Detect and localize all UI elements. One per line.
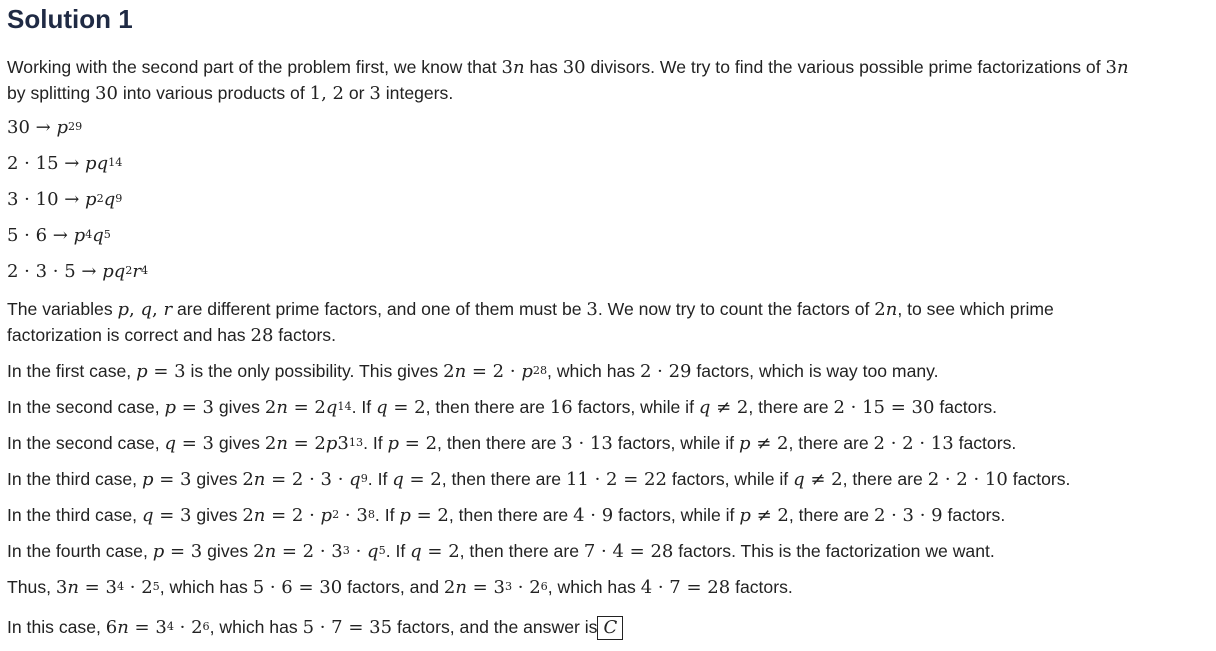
solution-title: Solution 1 (7, 4, 133, 34)
intro-line-2: by splitting 30 into various products of 1, 2 or 3 integers. (7, 83, 454, 104)
fourth-case-line: In the fourth case, p = 3 gives $2n = 2 \cdot 3^3 \cdot q^5$. If q = 2, then there are 7 · 4 = 28 factors. This is the factorization we want. (7, 541, 995, 562)
factorization-case-1: $30 \to p^{29}$ (7, 117, 83, 138)
third-case-p-line: In the third case, p = 3 gives $2n = 2 \cdot 3 \cdot q^9$. If q = 2, then there are 11 · 2 = 22 factors, while if q ≠ 2, there are 2 · 2 · 10 factors. (7, 469, 1071, 490)
answer-box: C (597, 616, 623, 640)
factorization-case-3: $3 \cdot 10 \to p^2q^9$ (7, 189, 123, 210)
first-case-line: In the first case, p = 3 is the only possibility. This gives $2n = 2 \cdot p^{28}$, which has 2 · 29 factors, which is way too many. (7, 361, 939, 382)
intro-line-1: Working with the second part of the problem first, we know that 3n has 30 divisors. We try to find the various possible prime factorizations of 3n (7, 57, 1129, 78)
final-answer-line: In this case, $6n = 3^4 \cdot 2^6$, which has 5 · 7 = 35 factors, and the answer is C (7, 615, 623, 640)
variables-line-1: The variables p, q, r are different prime factors, and one of them must be 3. We now try to count the factors of 2n, to see which prime (7, 299, 1054, 320)
second-case-q-line: In the second case, q = 3 gives $2n = 2p3^{13}$. If p = 2, then there are 3 · 13 factors, while if p ≠ 2, there are 2 · 2 · 13 factors. (7, 433, 1017, 454)
variables-line-2: factorization is correct and has 28 factors. (7, 325, 336, 346)
factorization-case-2: $2 \cdot 15 \to pq^{14}$ (7, 153, 123, 174)
factorization-case-4: $5 \cdot 6 \to p^4q^5$ (7, 225, 111, 246)
thus-line: Thus, $3n = 3^4 \cdot 2^5$, which has 5 · 6 = 30 factors, and $2n = 3^3 \cdot 2^6$, which has 4 · 7 = 28 factors. (7, 577, 793, 598)
factorization-case-5: $2 \cdot 3 \cdot 5 \to pq^2r^4$ (7, 261, 149, 282)
third-case-q-line: In the third case, q = 3 gives $2n = 2 \cdot p^2 \cdot 3^8$. If p = 2, then there are 4 · 9 factors, while if p ≠ 2, there are 2 · 3 · 9 factors. (7, 505, 1006, 526)
second-case-p-line: In the second case, p = 3 gives $2n = 2q^{14}$. If q = 2, then there are 16 factors, while if q ≠ 2, there are 2 · 15 = 30 factors. (7, 397, 997, 418)
